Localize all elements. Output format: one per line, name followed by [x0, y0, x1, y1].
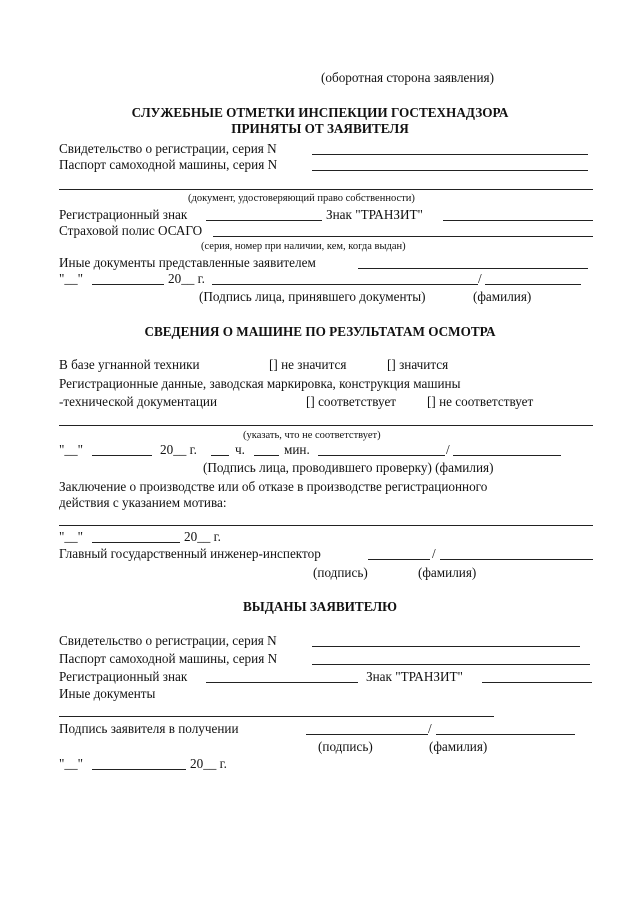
back-side-note: (оборотная сторона заявления)	[321, 70, 494, 85]
transit-field[interactable]	[482, 682, 592, 683]
not-matches-checkbox[interactable]: [] не соответствует	[427, 394, 534, 409]
osago-hint: (серия, номер при наличии, кем, когда выдан)	[201, 241, 406, 252]
osago-field[interactable]	[213, 236, 593, 237]
applicant-sign-label: Подпись заявителя в получении	[59, 721, 239, 736]
chief-surname-field[interactable]	[440, 559, 593, 560]
slash: /	[446, 442, 450, 457]
mismatch-hint: (указать, что не соответствует)	[243, 430, 381, 441]
other-docs-label: Иные документы представленные заявителем	[59, 255, 316, 270]
listed-checkbox[interactable]: [] значится	[387, 357, 449, 372]
date-month-field[interactable]	[92, 455, 152, 456]
surname-caption: (фамилия)	[473, 289, 532, 304]
matches-checkbox[interactable]: [] соответствует	[306, 394, 397, 409]
minute-field[interactable]	[254, 455, 279, 456]
date-month-field[interactable]	[92, 284, 164, 285]
hour-label: ч.	[235, 442, 245, 457]
chief-signature-field[interactable]	[368, 559, 430, 560]
tech-doc-label: -технической документации	[59, 394, 218, 409]
conclusion-label: Заключение о производстве или об отказе в производстве регистрационного	[59, 479, 488, 494]
surname-field[interactable]	[485, 284, 581, 285]
date-year: 20__ г.	[160, 442, 197, 457]
transit-label: Знак "ТРАНЗИТ"	[326, 207, 423, 222]
mismatch-field[interactable]	[59, 425, 593, 426]
signature-caption: (подпись)	[313, 565, 368, 580]
stolen-db-label: В базе угнанной техники	[59, 357, 200, 372]
not-listed-checkbox[interactable]: [] не значится	[269, 357, 347, 372]
passport-field[interactable]	[312, 664, 590, 665]
date-month-field[interactable]	[92, 769, 186, 770]
chief-inspector-label: Главный государственный инженер-инспектор	[59, 546, 321, 561]
date-day-quote: "__"	[59, 529, 83, 544]
surname-caption: (фамилия)	[429, 739, 488, 754]
signature-caption: (подпись)	[318, 739, 373, 754]
cert-reg-label: Свидетельство о регистрации, серия N	[59, 633, 277, 648]
osago-label: Страховой полис ОСАГО	[59, 223, 203, 238]
ownership-doc-hint: (документ, удостоверяющий право собственности)	[188, 193, 415, 204]
date-year: 20__ г.	[190, 756, 227, 771]
reg-data-label: Регистрационные данные, заводская маркировка, конструкция машины	[59, 376, 461, 391]
conclusion-label-2: действия с указанием мотива:	[59, 495, 227, 510]
signature-field[interactable]	[212, 284, 478, 285]
minute-label: мин.	[284, 442, 310, 457]
slash: /	[432, 546, 436, 561]
sign-caption: (Подпись лица, проводившего проверку) (фамилия)	[203, 460, 494, 475]
reg-sign-field[interactable]	[206, 220, 322, 221]
reg-sign-field[interactable]	[206, 682, 358, 683]
surname-caption: (фамилия)	[418, 565, 477, 580]
cert-reg-label: Свидетельство о регистрации, серия N	[59, 141, 277, 156]
slash: /	[428, 721, 432, 736]
section-title: ВЫДАНЫ ЗАЯВИТЕЛЮ	[243, 599, 397, 614]
passport-field[interactable]	[312, 170, 588, 171]
passport-label: Паспорт самоходной машины, серия N	[59, 157, 278, 172]
passport-label: Паспорт самоходной машины, серия N	[59, 651, 278, 666]
section-title: СВЕДЕНИЯ О МАШИНЕ ПО РЕЗУЛЬТАТАМ ОСМОТРА	[144, 324, 496, 339]
conclusion-field[interactable]	[59, 525, 593, 526]
surname-field[interactable]	[453, 455, 561, 456]
other-docs-field[interactable]	[358, 268, 588, 269]
date-month-field[interactable]	[92, 542, 180, 543]
signature-field[interactable]	[318, 455, 445, 456]
other-docs-label: Иные документы	[59, 686, 156, 701]
date-day-quote: "__"	[59, 756, 83, 771]
applicant-surname-field[interactable]	[436, 734, 575, 735]
date-day-quote: "__"	[59, 271, 83, 286]
section-subtitle: ПРИНЯТЫ ОТ ЗАЯВИТЕЛЯ	[231, 121, 409, 136]
slash: /	[478, 271, 482, 286]
date-year: 20__ г.	[168, 271, 205, 286]
ownership-doc-field[interactable]	[59, 189, 593, 190]
cert-reg-field[interactable]	[312, 646, 580, 647]
sign-caption: (Подпись лица, принявшего документы)	[199, 289, 426, 304]
date-year: 20__ г.	[184, 529, 221, 544]
other-docs-field[interactable]	[59, 716, 494, 717]
cert-reg-field[interactable]	[312, 154, 588, 155]
date-day-quote: "__"	[59, 442, 83, 457]
reg-sign-label: Регистрационный знак	[59, 669, 188, 684]
reg-sign-label: Регистрационный знак	[59, 207, 188, 222]
applicant-signature-field[interactable]	[306, 734, 428, 735]
hour-field[interactable]	[211, 455, 229, 456]
section-title: СЛУЖЕБНЫЕ ОТМЕТКИ ИНСПЕКЦИИ ГОСТЕХНАДЗОРА	[131, 105, 509, 120]
transit-field[interactable]	[443, 220, 593, 221]
transit-label: Знак "ТРАНЗИТ"	[366, 669, 463, 684]
